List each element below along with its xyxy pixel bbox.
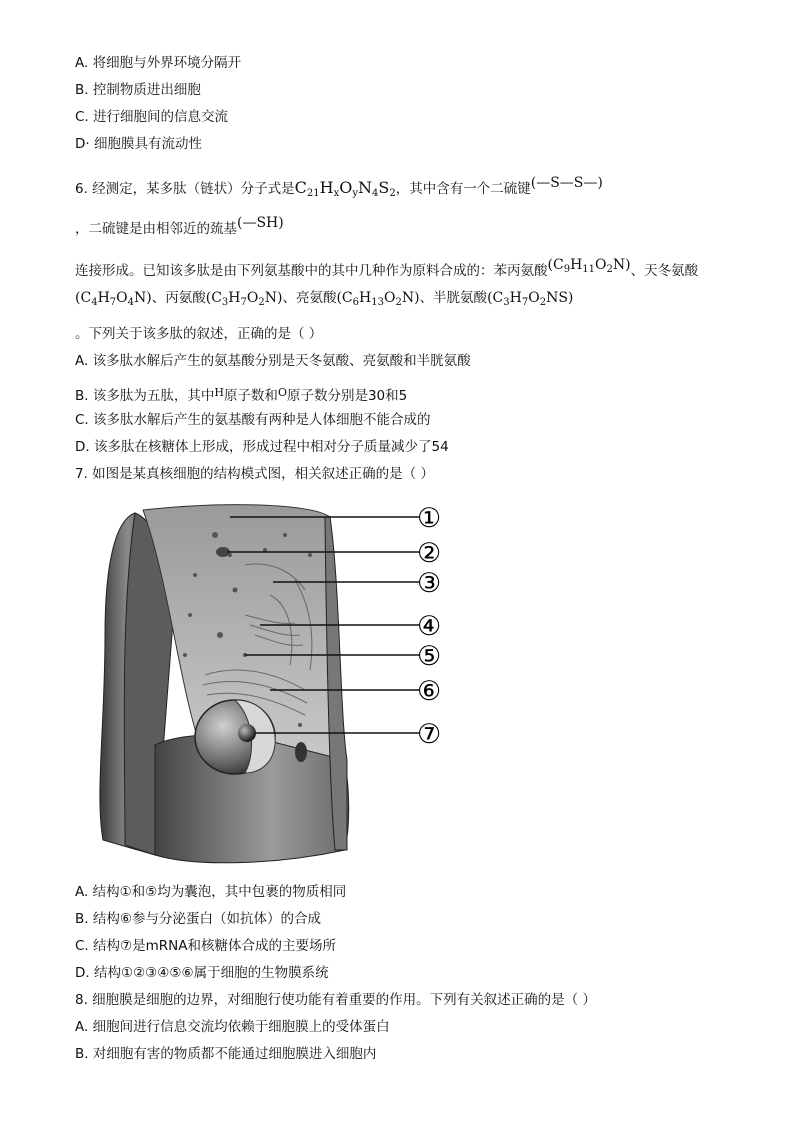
q6-text-7: 、亮氨酸 xyxy=(282,290,337,306)
q6-cysteine-formula: $(C_3H_7O_2NS)$ xyxy=(487,290,574,308)
q7-option-d: D. 结构①②③④⑤⑥属于细胞的生物膜系统 xyxy=(75,965,329,981)
q6-alanine-formula: $(C_3H_7O_2N)$ xyxy=(205,290,283,308)
q6-option-c: C. 该多肽水解后产生的氨基酸有两种是人体细胞不能合成的 xyxy=(75,412,431,428)
q7-option-b: B. 结构⑥参与分泌蛋白（如抗体）的合成 xyxy=(75,911,321,927)
q6-text-8: 、半胱氨酸 xyxy=(419,290,488,306)
label-6: ⑥ xyxy=(417,676,442,707)
q6-text-1: 6. 经测定，某多肽（链状）分子式是 xyxy=(75,181,295,197)
q6-text-5: 、天冬氨酸 xyxy=(630,263,699,279)
label-1: ① xyxy=(417,503,442,534)
q5-option-d: D· 细胞膜具有流动性 xyxy=(75,136,202,152)
q6-text-4: 连接形成。已知该多肽是由下列氨基酸中的其中几种作为原料合成的：苯丙氨酸 xyxy=(75,263,548,279)
q7-stem: 7. 如图是某真核细胞的结构模式图，相关叙述正确的是（ ） xyxy=(75,466,434,482)
q6-text-3: ，二硫键是由相邻近的巯基 xyxy=(75,221,237,237)
q8-option-a: A. 细胞间进行信息交流均依赖于细胞膜上的受体蛋白 xyxy=(75,1019,390,1035)
q6-phenylalanine-formula: $(C_9H_{11}O_2N)$ xyxy=(547,257,631,275)
q8-option-b: B. 对细胞有害的物质都不能通过细胞膜进入细胞内 xyxy=(75,1046,377,1062)
q6-text-2: ，其中含有一个二硫键 xyxy=(395,181,531,197)
q6-option-a: A. 该多肽水解后产生的氨基酸分别是天冬氨酸、亮氨酸和半胱氨酸 xyxy=(75,353,471,369)
q6-sulfhydryl: (—SH) xyxy=(237,215,284,231)
label-4: ④ xyxy=(417,611,442,642)
q6-option-b-h: H xyxy=(214,386,224,399)
q6-leucine-formula: $(C_6H_{13}O_2N)$ xyxy=(336,290,420,308)
q6-option-b xyxy=(75,384,407,405)
q6-option-b-o: O xyxy=(277,386,287,399)
q6-option-b-text-1: B. 该多肽为五肽，其中 xyxy=(75,388,215,404)
label-2: ② xyxy=(417,538,442,569)
q5-option-a: A. 将细胞与外界环境分隔开 xyxy=(75,55,242,71)
q6-text-6: 、丙氨酸 xyxy=(151,290,206,306)
q6-stem-line5: 。下列关于该多肽的叙述，正确的是（ ） xyxy=(75,326,323,342)
q5-option-b: B. 控制物质进出细胞 xyxy=(75,82,201,98)
q5-option-c: C. 进行细胞间的信息交流 xyxy=(75,109,229,125)
vacuole xyxy=(295,742,307,762)
q6-molecular-formula: $C_{21}H_xO_yN_4S_2$ xyxy=(294,178,396,199)
q6-stem-line1 xyxy=(75,174,603,203)
q6-option-b-text-3: 原子数分别是30和5 xyxy=(286,388,408,404)
label-5: ⑤ xyxy=(417,641,442,672)
cell-structure-figure xyxy=(95,495,465,870)
nucleolus xyxy=(238,724,256,742)
q6-option-b-text-2: 原子数和 xyxy=(223,388,278,404)
q6-stem-line4 xyxy=(75,289,573,312)
q7-option-c: C. 结构⑦是mRNA和核糖体合成的主要场所 xyxy=(75,938,336,954)
label-3: ③ xyxy=(417,568,442,599)
q7-option-a: A. 结构①和⑤均为囊泡，其中包裹的物质相同 xyxy=(75,884,347,900)
q6-aspartate-formula: $(C_4H_7O_4N)$ xyxy=(75,290,152,308)
q6-stem-line2 xyxy=(75,214,284,238)
q6-stem-line3 xyxy=(75,256,698,280)
q6-disulfide-bond: (—S—S—) xyxy=(530,175,603,191)
label-7: ⑦ xyxy=(417,719,442,750)
q8-stem: 8. 细胞膜是细胞的边界，对细胞行使功能有着重要的作用。下列有关叙述正确的是（ ） xyxy=(75,992,596,1008)
q6-option-d: D. 该多肽在核糖体上形成，形成过程中相对分子质量减少了54 xyxy=(75,439,449,455)
